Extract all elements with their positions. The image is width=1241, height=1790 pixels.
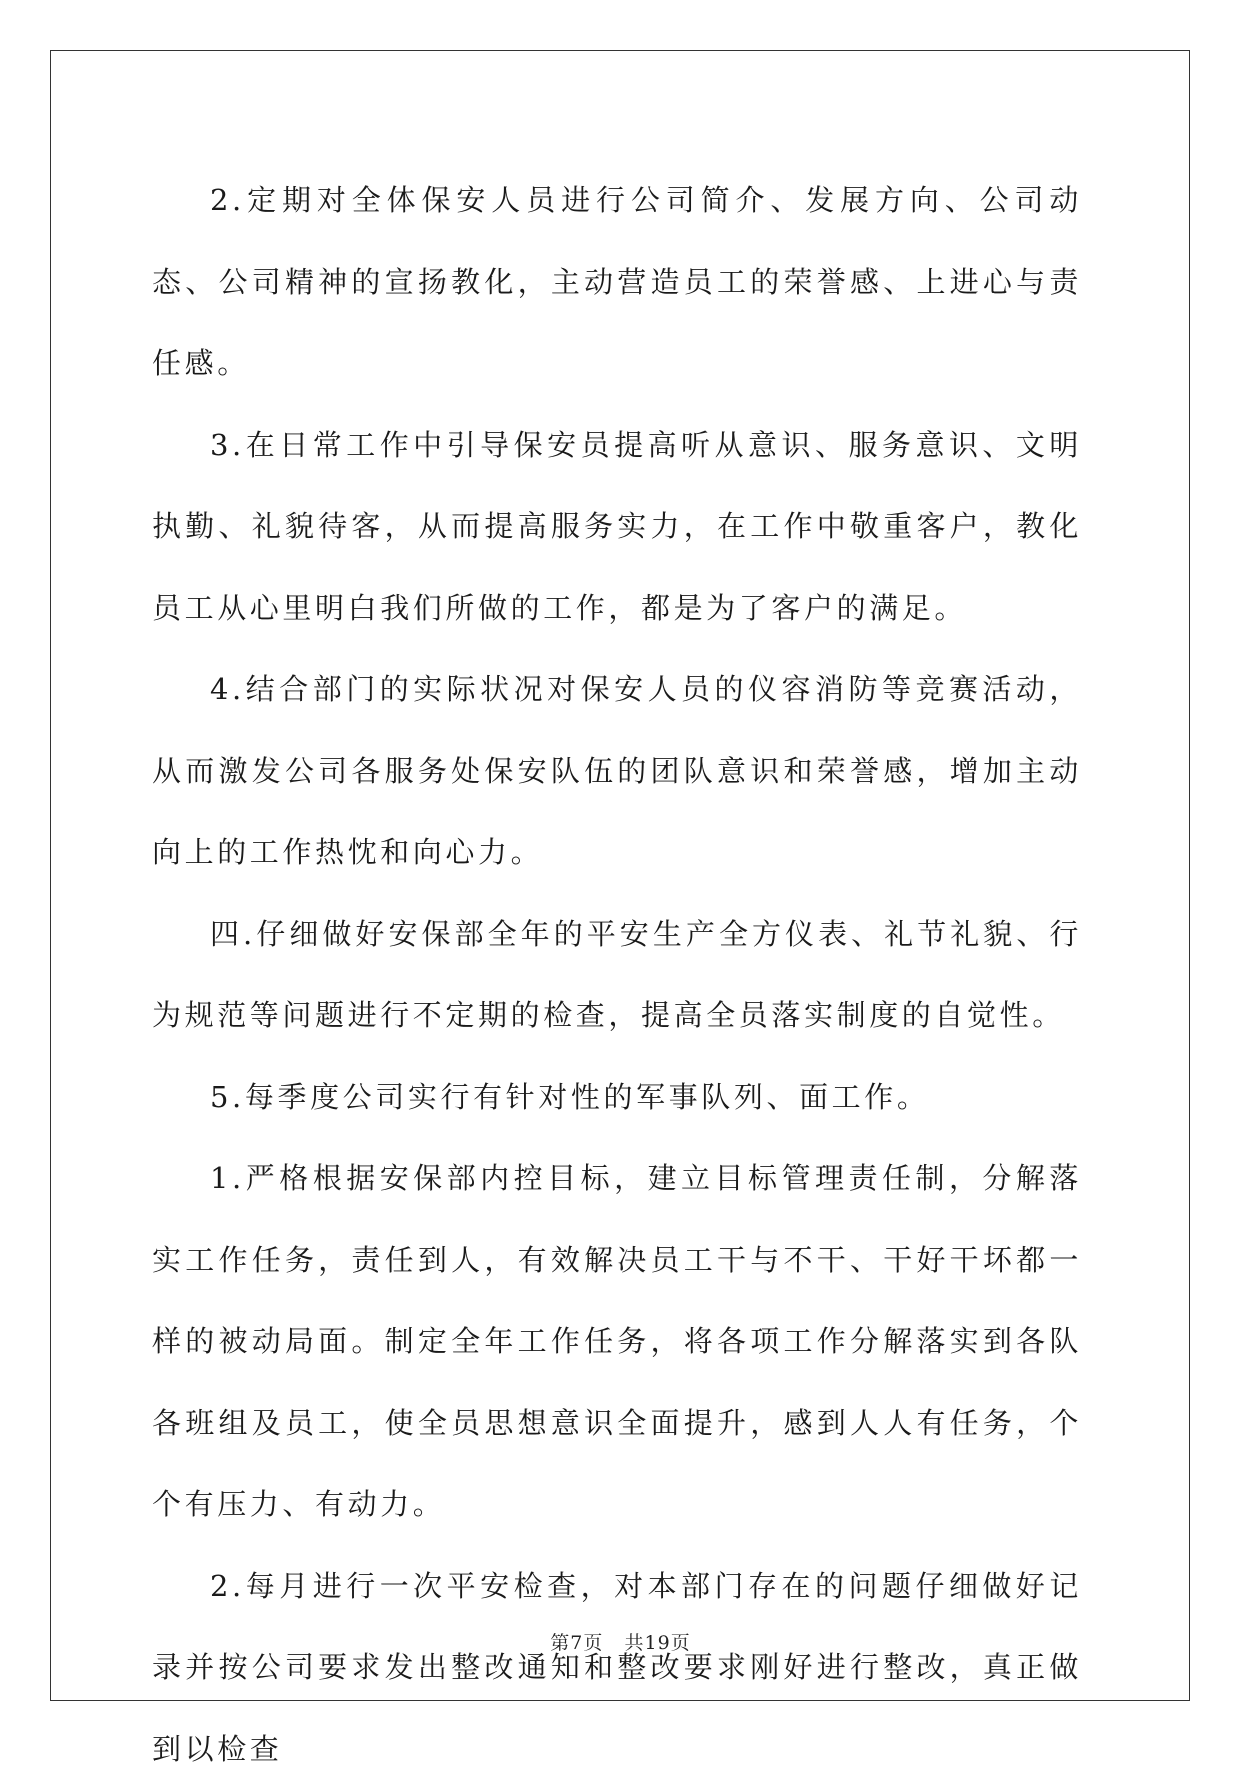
document-body [152, 160, 1082, 1790]
page-number: 第7页 [550, 1632, 603, 1654]
paragraph: 2.定期对全体保安人员进行公司简介、发展方向、公司动态、公司精神的宣扬教化，主动营造员工的荣誉感、上进心与责任感。 [152, 160, 1082, 405]
paragraph: 5.每季度公司实行有针对性的军事队列、面工作。 [152, 1057, 1082, 1139]
paragraph: 3.在日常工作中引导保安员提高听从意识、服务意识、文明执勤、礼貌待客，从而提高服务实力，在工作中敬重客户，教化员工从心里明白我们所做的工作，都是为了客户的满足。 [152, 405, 1082, 650]
paragraph: 四.仔细做好安保部全年的平安生产全方仪表、礼节礼貌、行为规范等问题进行不定期的检查，提高全员落实制度的自觉性。 [152, 894, 1082, 1057]
page-total: 共19页 [625, 1632, 691, 1654]
paragraph: 4.结合部门的实际状况对保安人员的仪容消防等竞赛活动，从而激发公司各服务处保安队伍的团队意识和荣誉感，增加主动向上的工作热忱和向心力。 [152, 649, 1082, 894]
page-footer [0, 1628, 1241, 1655]
paragraph: 2.每月进行一次平安检查，对本部门存在的问题仔细做好记录并按公司要求发出整改通知和整改要求刚好进行整改，真正做到以检查 [152, 1546, 1082, 1790]
paragraph: 1.严格根据安保部内控目标，建立目标管理责任制，分解落实工作任务，责任到人，有效解决员工干与不干、干好干坏都一样的被动局面。制定全年工作任务，将各项工作分解落实到各队各班组及员工，使全员思想意识全面提升，感到人人有任务，个个有压力、有动力。 [152, 1138, 1082, 1546]
